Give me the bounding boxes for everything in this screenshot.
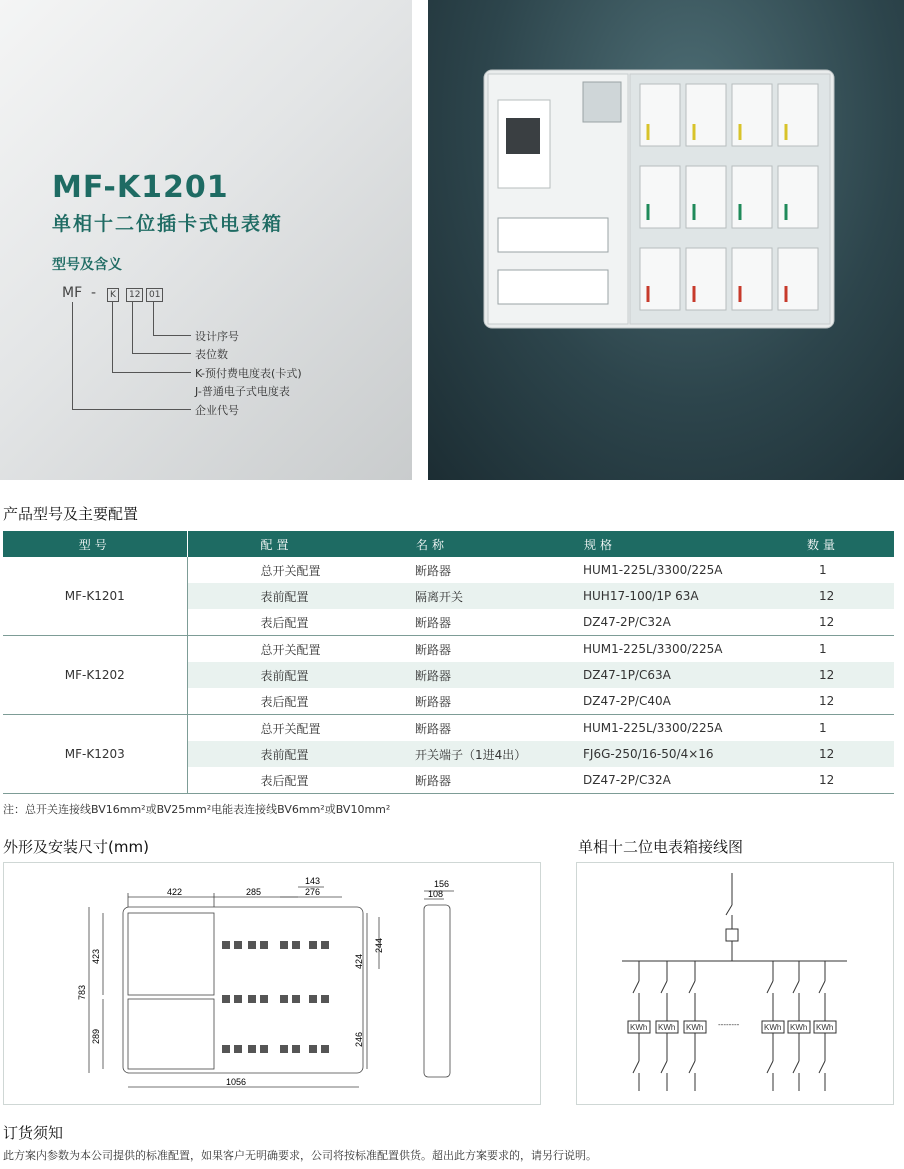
dim-246: 246 [354, 1031, 364, 1047]
branch-switch [767, 1061, 773, 1073]
code-seq: 01 [146, 288, 163, 302]
connector-line [153, 335, 191, 336]
spec-cell: HUM1-225L/3300/225A [583, 563, 723, 577]
model-title: MF-K1201 [52, 170, 229, 205]
dim-108: 108 [428, 889, 444, 899]
config-cell: 表前配置 [187, 741, 415, 767]
dim-423: 423 [91, 948, 101, 964]
wiring-dots: -------- [718, 1020, 740, 1029]
connector-line [132, 302, 133, 353]
qty-cell: 1 [819, 642, 827, 656]
qty-cell: 12 [795, 767, 894, 794]
config-cell: 表前配置 [187, 662, 415, 688]
header-config: 配置 [187, 531, 415, 557]
spec-table [3, 531, 894, 794]
dim-276: 276 [305, 887, 321, 897]
dimension-drawing [4, 863, 540, 1104]
legend-k: K-预付费电度表(卡式) [195, 367, 302, 380]
code-num: 12 [126, 288, 143, 302]
header-model: 型号 [3, 531, 187, 557]
dim-289: 289 [91, 1028, 101, 1044]
name-cell: 断路器 [415, 642, 452, 657]
connector-line [112, 372, 191, 373]
spec-cell: HUM1-225L/3300/225A [583, 721, 723, 735]
order-title: 订货须知 [3, 1124, 64, 1142]
table-header-row [3, 531, 894, 557]
kwh-label: KWh [816, 1023, 834, 1032]
legend-count: 表位数 [195, 348, 228, 361]
header-qty: 数量 [795, 531, 894, 557]
dimension-drawing-panel [3, 862, 541, 1105]
qty-cell: 12 [795, 583, 894, 609]
spec-cell: DZ47-2P/C40A [583, 688, 795, 715]
model-cell: MF-K1203 [3, 715, 187, 794]
branch-switch [689, 981, 695, 993]
dim-783: 783 [77, 984, 87, 1000]
branch-switch [819, 981, 825, 993]
connector-line [72, 409, 191, 410]
kwh-label: KWh [686, 1023, 704, 1032]
meter-box-illustration [428, 0, 904, 480]
branch-switch [633, 1061, 639, 1073]
spec-cell: HUH17-100/1P 63A [583, 583, 795, 609]
connector-line [72, 302, 73, 409]
name-cell: 断路器 [415, 609, 583, 636]
table-row [3, 636, 894, 663]
name-cell: 断路器 [415, 563, 452, 578]
connector-line [132, 353, 191, 354]
config-cell: 总开关配置 [260, 563, 321, 578]
name-cell: 断路器 [415, 662, 583, 688]
dim-244: 244 [374, 937, 384, 953]
branch-switch [633, 981, 639, 993]
qty-cell: 12 [795, 688, 894, 715]
dim-422: 422 [167, 887, 183, 897]
branch-switch [661, 1061, 667, 1073]
spec-cell: DZ47-1P/C63A [583, 662, 795, 688]
model-cell: MF-K1202 [3, 636, 187, 715]
hero-left-panel [0, 0, 412, 480]
qty-cell: 1 [819, 721, 827, 735]
dim-156: 156 [434, 879, 450, 889]
product-photo [428, 0, 904, 480]
dim-424: 424 [354, 953, 364, 969]
qty-cell: 12 [795, 609, 894, 636]
legend-j: J-普通电子式电度表 [195, 385, 290, 398]
branch-switch [819, 1061, 825, 1073]
spec-cell: HUM1-225L/3300/225A [583, 642, 723, 656]
code-prefix: MF [62, 285, 83, 301]
qty-cell: 1 [819, 563, 827, 577]
code-k: K [107, 288, 119, 302]
spec-cell: DZ47-2P/C32A [583, 609, 795, 636]
dim-285: 285 [246, 887, 262, 897]
code-dash: - [91, 285, 97, 301]
dimensions-title: 外形及安装尺寸(mm) [3, 838, 149, 856]
branch-switch [793, 981, 799, 993]
legend-company: 企业代号 [195, 404, 239, 417]
wiring-diagram-panel [576, 862, 894, 1105]
config-cell: 表前配置 [187, 583, 415, 609]
branch-switch [689, 1061, 695, 1073]
meaning-title: 型号及含义 [52, 257, 122, 273]
header-name: 名称 [415, 531, 583, 557]
name-cell: 断路器 [415, 767, 583, 794]
dim-1056: 1056 [226, 1077, 247, 1087]
branch-switch [793, 1061, 799, 1073]
spec-section-title: 产品型号及主要配置 [3, 505, 139, 523]
table-row [3, 715, 894, 742]
kwh-label: KWh [658, 1023, 676, 1032]
config-cell: 表后配置 [187, 609, 415, 636]
config-cell: 表后配置 [187, 767, 415, 794]
config-cell: 表后配置 [187, 688, 415, 715]
connector-line [112, 302, 113, 372]
name-cell: 开关端子（1进4出） [415, 741, 583, 767]
name-cell: 断路器 [415, 721, 452, 736]
qty-cell: 12 [795, 662, 894, 688]
model-subtitle: 单相十二位插卡式电表箱 [52, 213, 284, 235]
kwh-label: KWh [764, 1023, 782, 1032]
config-cell: 总开关配置 [260, 721, 321, 736]
qty-cell: 12 [795, 741, 894, 767]
kwh-label: KWh [790, 1023, 808, 1032]
wiring-title: 单相十二位电表箱接线图 [578, 838, 744, 856]
spec-cell: DZ47-2P/C32A [583, 767, 795, 794]
model-cell: MF-K1201 [3, 557, 187, 636]
config-cell: 总开关配置 [260, 642, 321, 657]
table-row [3, 557, 894, 583]
legend-seq: 设计序号 [195, 330, 239, 343]
connector-line [153, 302, 154, 335]
wiring-diagram [577, 863, 893, 1104]
name-cell: 隔离开关 [415, 583, 583, 609]
header-spec: 规格 [583, 531, 795, 557]
branch-switch [661, 981, 667, 993]
spec-cell: FJ6G-250/16-50/4×16 [583, 741, 795, 767]
spec-note: 注：总开关连接线BV16mm²或BV25mm²电能表连接线BV6mm²或BV10mm² [3, 803, 391, 816]
branch-switch [767, 981, 773, 993]
dim-143: 143 [305, 876, 321, 886]
name-cell: 断路器 [415, 688, 583, 715]
order-text: 此方案内参数为本公司提供的标准配置，如果客户无明确要求，公司将按标准配置供货。超出此方案要求的，请另行说明。 [3, 1149, 597, 1162]
kwh-label: KWh [630, 1023, 648, 1032]
